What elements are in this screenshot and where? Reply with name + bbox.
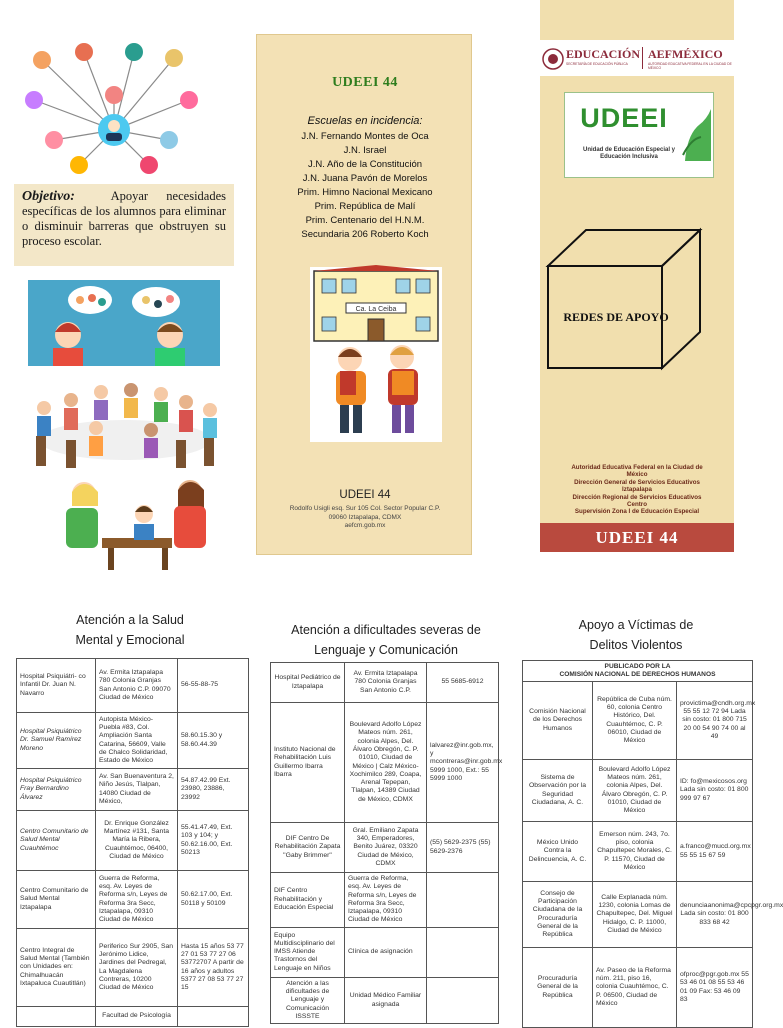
table-row: [271, 823, 499, 873]
contact-cell: denunciaanonima@cpcpgr.org.mx Lada sin costo: 01 800 833 68 42: [677, 882, 753, 948]
phone-cell: 58.60.15.30 y 58.60.44.39: [178, 713, 249, 769]
institution-cell: [17, 1007, 96, 1027]
school-item: Secundaria 206 Roberto Koch: [301, 229, 429, 240]
institution-cell: Hospital Psiquiátrico Dr. Samuel Ramírez Moreno: [17, 713, 96, 769]
victimas-section-title: [520, 615, 752, 655]
table-row: [523, 822, 753, 882]
table-row: [17, 811, 249, 871]
schools-subtitle: Escuelas en incidencia:: [307, 115, 423, 127]
phone-cell: 55 5685-6912: [427, 663, 499, 703]
institution-cell: Centro Comunitario de Salud Mental Cuauhtémoc: [17, 811, 96, 871]
contact-cell: provictima@cndh.org.mx 55 55 12 72 94 Lada sin costo: 01 800 715 20 00 54 90 74 00 al 49: [677, 682, 753, 760]
section-title-line: Atención a dificultades severas de: [291, 623, 481, 637]
sep-logo-subtext: SECRETARÍA DE EDUCACIÓN PÚBLICA: [566, 62, 628, 66]
logo-subtext: [569, 147, 689, 161]
institution-cell: Consejo de Participación Ciudadana de la Procuraduría General de la República: [523, 882, 593, 948]
authority-line: Centro: [627, 501, 647, 509]
salud-table: [16, 658, 249, 1027]
phone-cell: [427, 873, 499, 928]
website-link[interactable]: aefcm.gob.mx: [344, 522, 386, 529]
phone-cell: 54.87.42.99 Ext. 23980, 23886, 23992: [178, 769, 249, 811]
people-network-illustration: [14, 40, 204, 180]
victimas-table: [522, 660, 783, 1028]
address-cell: Av. San Buenaventura 2, Niño Jesús, Tlalpan, 14080 Ciudad de México,: [96, 769, 178, 811]
contact-cell: ID: fo@mexicosos.org Lada sin costo: 01 800 999 97 67: [677, 760, 753, 822]
phone-cell: 50.62.17.00, Ext. 50118 y 50109: [178, 871, 249, 929]
address-cell: Periferico Sur 2905, San Jerónimo Lidice, Jardines del Pedregal, La Magdalena Contreras, 10200 Ciudad de México: [96, 929, 178, 1007]
institution-cell: DIF Centro Rehabilitación y Educación Especial: [271, 873, 345, 928]
udeei-logo: [564, 92, 714, 178]
objective-label: Objetivo:: [22, 189, 75, 204]
address-cell: Boulevard Adolfo López Mateos núm. 261, colonia Alpes, Del. Álvaro Obregón, C. P. 01010, Ciudad de México: [593, 760, 677, 822]
institution-cell: DIF Centro De Rehabilitación Zapata "Gaby Brimmer": [271, 823, 345, 873]
objective-box: [14, 184, 234, 266]
institution-cell: Centro Integral de Salud Mental (También con Unidades en: Chimalhuacán Ixtapaluca Cuautitlán): [17, 929, 96, 1007]
school-item: J.N. Fernando Montes de Oca: [301, 131, 429, 142]
phone-cell: Hasta 15 años 53 77 27 01 53 77 27 06 53772707 A partir de 16 años y adultos 5377 27 08 53 77 27 15: [178, 929, 249, 1007]
authority-line: México: [626, 471, 648, 479]
footer-name: UDEEI 44: [339, 489, 391, 501]
teacher-children-illustration: [44, 476, 220, 570]
table-row: [271, 663, 499, 703]
phone-cell: [178, 1007, 249, 1027]
table-header-row: [523, 661, 753, 682]
salud-section-title: [14, 610, 246, 650]
table-row: [17, 713, 249, 769]
address-cell: Facultad de Psicología: [96, 1007, 178, 1027]
phone-cell: [427, 977, 499, 1023]
school-item: J.N. Año de la Constitución: [307, 159, 423, 170]
institution-cell: Procuraduría General de la República: [523, 948, 593, 1028]
table-row: [17, 871, 249, 929]
address-cell: Autopista México-Puebla #83, Col. Ampliación Santa Catarina, 56609, Valle de Chalco Solidaridad, Estado de México: [96, 713, 178, 769]
institution-cell: Atención a las dificultades de Lenguaje y Comunicación ISSSTE: [271, 977, 345, 1023]
phone-cell: 56-55-88-75: [178, 659, 249, 713]
table-row: [271, 977, 499, 1023]
phone-cell: lalvarez@inr.gob.mx, y mcontreras@inr.gob.mx 5999 1000, Ext.: 55 5999 1000: [427, 703, 499, 823]
sep-header: [540, 40, 734, 76]
seal-icon: [542, 48, 564, 70]
address-block: [257, 505, 473, 531]
table-row: [271, 927, 499, 977]
sep-logo-text: EDUCACIÓN: [566, 47, 641, 61]
table-row: [523, 948, 753, 1028]
children-thinking-illustration: [28, 280, 220, 366]
authority-line: Iztapalapa: [622, 486, 652, 494]
lenguaje-section-title: [266, 620, 506, 660]
school-item: Prim. Himno Nacional Mexicano: [297, 187, 433, 198]
section-title-line: Atención a la Salud: [76, 613, 184, 627]
institution-cell: Centro Comunitario de Salud Mental Iztapalapa: [17, 871, 96, 929]
logo-subtext-line: Unidad de Educación Especial y: [582, 147, 676, 153]
institution-cell: Sistema de Observación por la Seguridad Ciudadana, A. C.: [523, 760, 593, 822]
school-sign: Ca. La Ceiba: [355, 306, 397, 313]
table-row: [523, 882, 753, 948]
table-row: [271, 703, 499, 823]
school-item: Prim. Centenario del H.N.M.: [305, 215, 425, 226]
table-row: [523, 760, 753, 822]
address-cell: Av. Ermita Iztapalapa 780 Colonia Granjas San Antonio C.P.: [345, 663, 427, 703]
logo-subtext-line: Educación Inclusiva: [600, 154, 658, 160]
table-header-line: COMISIÓN NACIONAL DE DERECHOS HUMANOS: [559, 671, 716, 678]
contact-cell: ofproc@pgr.gob.mx 55 53 46 01 08 55 53 46 01 09 Fax: 53 46 09 83: [677, 948, 753, 1028]
section-title-line: Delitos Violentos: [589, 638, 683, 652]
school-item: J.N. Juana Pavón de Morelos: [302, 173, 428, 184]
authority-line: Supervisión Zona I de Educación Especial: [574, 508, 700, 516]
address-cell: Dr. Enrique González Martínez #131, Santa María la Ribera, Cuauhtémoc, 06400, Ciudad de México: [96, 811, 178, 871]
address-cell: Av. Paseo de la Reforma núm. 211, piso 16, colonia Cuauhtémoc, C. P. 06500, Ciudad de México: [593, 948, 677, 1028]
group-circle-illustration: [26, 378, 224, 472]
authority-line: Dirección Regional de Servicios Educativos: [572, 493, 702, 501]
address-cell: Gral. Emiliano Zapata 340, Emperadores, Benito Juárez, 03320 Ciudad de México, CDMX: [345, 823, 427, 873]
table-row: [17, 769, 249, 811]
table-header-line: PUBLICADO POR LA: [604, 663, 671, 670]
institution-cell: Hospital Pediátrico de Iztapalapa: [271, 663, 345, 703]
authority-block: [540, 464, 734, 516]
address-cell: Guerra de Reforma, esq. Av. Leyes de Reforma s/n, Leyes de Reforma 3ra Secc, Iztapalapa, 09310 Ciudad de México: [345, 873, 427, 928]
aef-logo-subtext: AUTORIDAD EDUCATIVA FEDERAL EN LA CIUDAD DE MÉXICO: [648, 62, 732, 70]
schools-list: [257, 130, 473, 242]
institution-cell: Comisión Nacional de los Derechos Humanos: [523, 682, 593, 760]
school-item: J.N. Israel: [343, 145, 387, 156]
phone-cell: (55) 5629-2375 (55) 5629-2376: [427, 823, 499, 873]
header-divider: [642, 47, 643, 69]
authority-line: Dirección General de Servicios Educativos: [574, 478, 700, 486]
address-cell: Av. Ermita Iztapalapa 780 Colonia Granjas San Antonio C.P. 09070 Ciudad de México: [96, 659, 178, 713]
lenguaje-table: [270, 662, 503, 1024]
hands-icon: [681, 105, 713, 165]
phone-cell: 55.41.47.49, Ext. 103 y 104; y 50.62.16.00, Ext. 50213: [178, 811, 249, 871]
table-row: [17, 1007, 249, 1027]
table-row: [271, 873, 499, 928]
table-row: [17, 659, 249, 713]
cover-footer: UDEEI 44: [540, 523, 734, 552]
institution-cell: Hospital Psiquiátrico Fray Bernardino Álvarez: [17, 769, 96, 811]
cover-panel: [540, 0, 734, 552]
institution-cell: Hospital Psiquiátri- co Infantil Dr. Juan N. Navarro: [17, 659, 96, 713]
objective-text: Apoyar necesidades específicas de los alumnos para eliminar o disminuir barreras que obstruyen su proceso escolar.: [22, 189, 226, 248]
contact-cell: a.franco@mucd.org.mx 55 55 15 67 59: [677, 822, 753, 882]
institution-cell: Equipo Multidisciplinario del IMSS Atiende Trastornos del Lenguaje en Niños: [271, 927, 345, 977]
authority-line: Autoridad Educativa Federal en la Ciudad de: [571, 464, 703, 471]
address-cell: Boulevard Adolfo López Mateos núm. 261, colonia Alpes, Del. Álvaro Obregón, C. P. 01010, Ciudad de México | Calz México-Xochimilco 289, Coapa, Arenal Tepepan, Tlalpan, 14389 Ciudad de México, CDMX: [345, 703, 427, 823]
table-row: [523, 682, 753, 760]
aef-logo-text: AEFMÉXICO: [648, 47, 723, 61]
institution-cell: Instituto Nacional de Rehabilitación Luis Guillermo Ibarra Ibarra: [271, 703, 345, 823]
institution-cell: México Unido Contra la Delincuencia, A. C.: [523, 822, 593, 882]
section-title-line: Apoyo a Víctimas de: [578, 618, 694, 632]
logo-text: UDEEI: [580, 103, 668, 133]
address-cell: Calle Explanada núm. 1230, colonia Lomas de Chapultepec, Del. Miguel Hidalgo, C. P. 11000, Ciudad de México: [593, 882, 677, 948]
panel-title: UDEEI 44: [332, 75, 398, 90]
box-label: REDES DE APOYO: [563, 310, 669, 324]
address-cell: Unidad Médico Familiar asignada: [345, 977, 427, 1023]
cube-icon: [546, 228, 702, 372]
address-cell: Clínica de asignación: [345, 927, 427, 977]
address-cell: República de Cuba núm. 60, colonia Centro Histórico, Del. Cuauhtémoc, C. P. 06010, Ciudad de México: [593, 682, 677, 760]
section-title-line: Mental y Emocional: [75, 633, 185, 647]
school-item: Prim. República de Malí: [314, 201, 416, 212]
address-line: 09060 Iztapalapa, CDMX: [328, 513, 402, 521]
table-header: [523, 661, 753, 682]
address-line: Rodolfo Usigli esq. Sur 105 Col. Sector Popular C.P.: [289, 505, 441, 512]
section-title-line: Lenguaje y Comunicación: [314, 643, 458, 657]
schools-panel: [256, 34, 472, 555]
school-children-illustration: [310, 267, 442, 442]
table-row: [17, 929, 249, 1007]
phone-cell: [427, 927, 499, 977]
address-cell: Guerra de Reforma, esq. Av. Leyes de Reforma s/n, Leyes de Reforma 3ra Secc, Iztapalapa, 09310 Ciudad de México: [96, 871, 178, 929]
address-cell: Emerson núm. 243, 7o. piso, colonia Chapultepec Morales, C. P. 11570, Ciudad de México: [593, 822, 677, 882]
